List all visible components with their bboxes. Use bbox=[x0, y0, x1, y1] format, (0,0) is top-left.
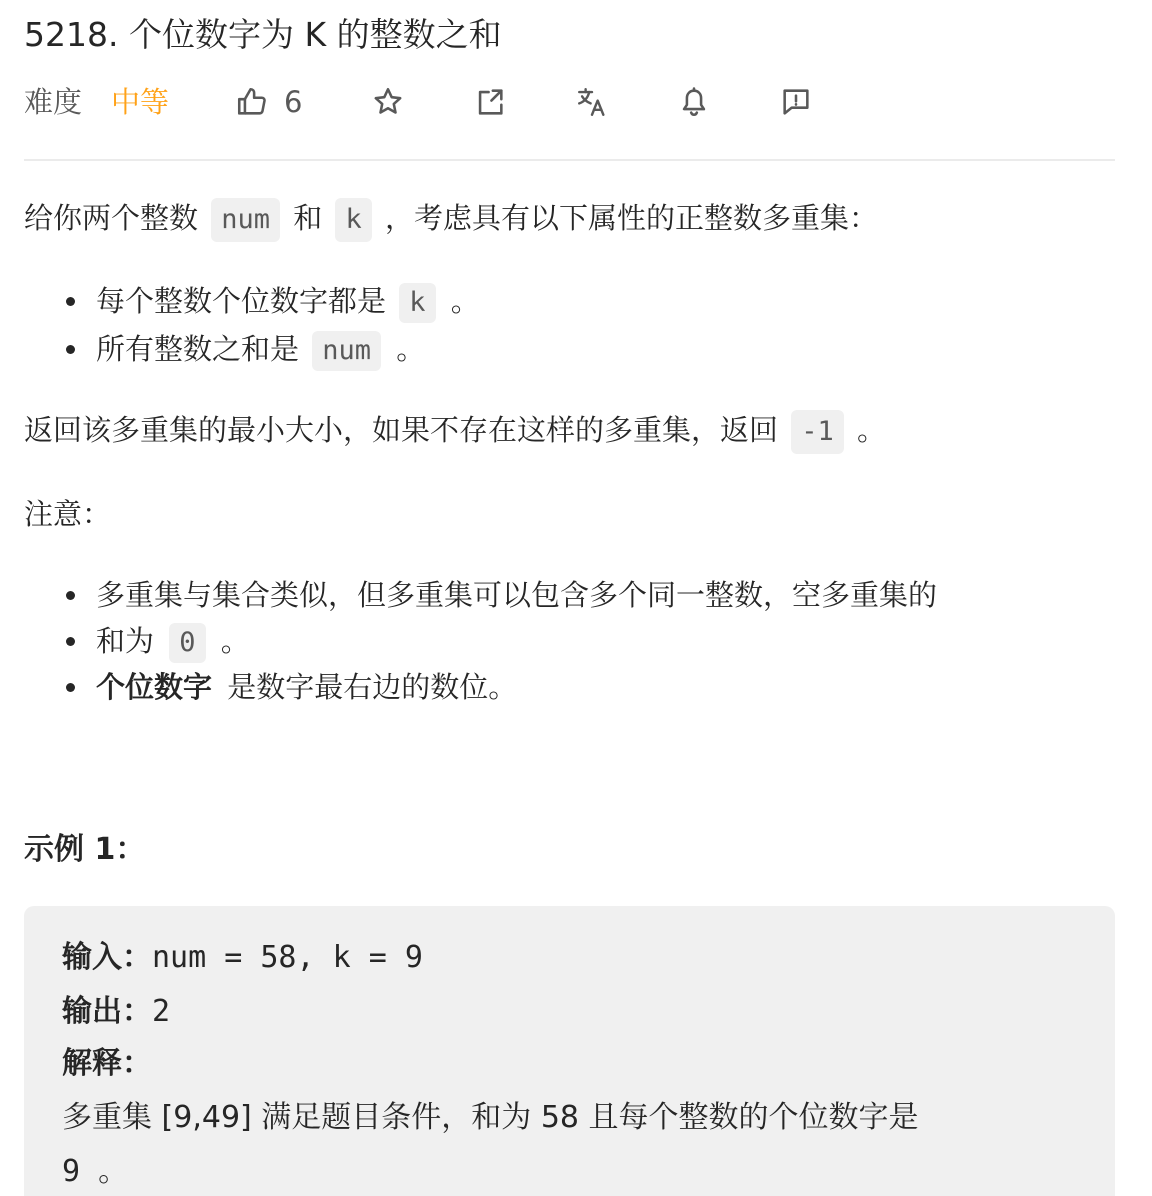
example-output: 输出：2 bbox=[62, 994, 171, 1029]
notification-button[interactable] bbox=[674, 82, 714, 122]
example-explain-line1: 多重集 [9,49] 满足题目条件，和为 58 且每个整数的个位数字是 bbox=[62, 1100, 919, 1135]
example-explain-label: 解释： bbox=[62, 1046, 152, 1081]
example-explain-line2: 9 。 bbox=[62, 1154, 129, 1189]
property-list bbox=[96, 278, 480, 372]
feedback-icon bbox=[779, 85, 813, 119]
difficulty-label: 难度 bbox=[24, 85, 83, 119]
share-button[interactable] bbox=[470, 82, 510, 122]
intro-text-2: 和 bbox=[293, 201, 323, 235]
note-label: 注意： bbox=[24, 497, 112, 531]
star-icon bbox=[371, 85, 405, 119]
thumbs-up-icon bbox=[235, 85, 269, 119]
intro-text-1: 给你两个整数 bbox=[24, 201, 199, 235]
list-item: 每个整数个位数字都是 k 。 bbox=[96, 278, 480, 324]
list-item-continuation: 和为 0 。 bbox=[96, 618, 937, 664]
difficulty-value: 中等 bbox=[111, 85, 170, 119]
example-code-block bbox=[24, 906, 1115, 1196]
intro-paragraph bbox=[24, 198, 878, 242]
example-title: 示例 1： bbox=[24, 832, 146, 867]
bell-icon bbox=[677, 85, 711, 119]
inline-code: -1 bbox=[791, 410, 844, 454]
feedback-button[interactable] bbox=[776, 82, 816, 122]
list-item: 多重集与集合类似，但多重集可以包含多个同一整数，空多重集的 bbox=[96, 572, 937, 618]
inline-code: k bbox=[399, 283, 435, 323]
inline-code: k bbox=[335, 198, 371, 242]
note-list bbox=[96, 572, 937, 710]
inline-code: num bbox=[312, 331, 381, 371]
list-item: 个位数字 是数字最右边的数位。 bbox=[96, 664, 937, 710]
inline-code: 0 bbox=[169, 623, 205, 663]
translate-button[interactable] bbox=[572, 82, 612, 122]
divider bbox=[24, 159, 1115, 161]
like-button[interactable] bbox=[232, 82, 272, 122]
intro-text-3: ，考虑具有以下属性的正整数多重集： bbox=[384, 201, 878, 235]
list-item: 所有整数之和是 num 。 bbox=[96, 326, 480, 372]
like-count: 6 bbox=[284, 85, 303, 119]
problem-meta-bar bbox=[24, 80, 1115, 124]
example-input: 输入：num = 58, k = 9 bbox=[62, 940, 423, 975]
inline-code: num bbox=[211, 198, 280, 242]
return-paragraph: 返回该多重集的最小大小，如果不存在这样的多重集，返回 -1 。 bbox=[24, 410, 886, 454]
problem-title: 5218. 个位数字为 K 的整数之和 bbox=[24, 15, 502, 54]
share-icon bbox=[473, 85, 507, 119]
favorite-button[interactable] bbox=[368, 82, 408, 122]
translate-icon bbox=[575, 85, 609, 119]
